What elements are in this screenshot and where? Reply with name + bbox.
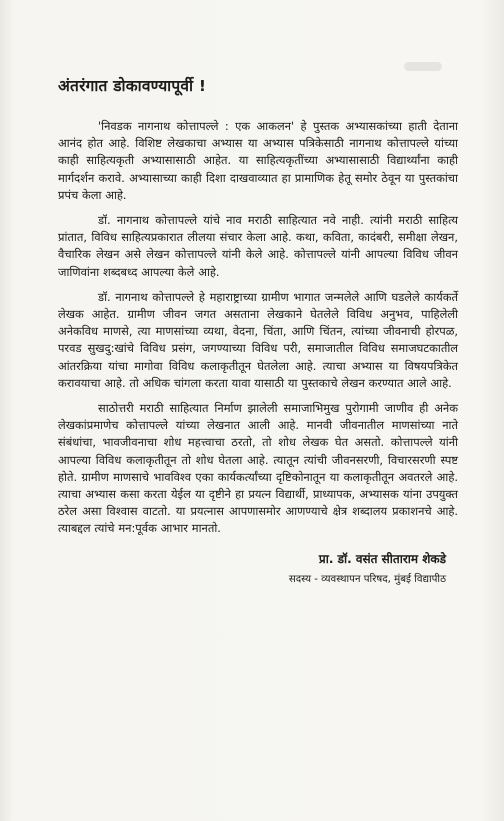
paragraph-2: डॉ. नागनाथ कोत्तापल्ले यांचे नाव मराठी साहित्यात नवे नाही. त्यांनी मराठी साहित्य प्रांतात, विविध साहित्यप्रकारात लीलया संचार केला आहे. कथा, कविता, कादंबरी, समीक्षा लेखन, वैचारिक लेखन असे लेखन कोत्तापल्ले यांनी केले आहे. कोत्तापल्ले यांनी आपल्या विविध जीवन जाणिवांना शब्दबध्द आपल्या केले आहे. — [58, 213, 458, 279]
paragraph-3: डॉ. नागनाथ कोत्तापल्ले हे महाराष्ट्राच्या ग्रामीण भागात जन्मलेले आणि घडलेले कार्यकर्ते लेखक आहेत. ग्रामीण जीवन जगत असताना लेखकाने घेतलेले विविध अनुभव, पाहिलेली अनेकविध माणसे, त्या माणसांच्या व्यथा, वेदना, चिंता, आणि चिंतन, त्यांच्या जीवनाची होरपळ, परवड सुखदु:खांचे विविध प्रसंग, जगण्याच्या विविध परी, समाजातील विविध समाजघटकातील आंतरक्रिया यांचा मागोवा विविध कलाकृतीतून घेतलेला आहे. त्याचा अभ्यास या विषयपत्रिकेत करावयाचा आहे. तो अधिक चांगला करता यावा यासाठी या पुस्तकाचे लेखन करण्यात आले आहे. — [58, 289, 458, 390]
signature-name: प्रा. डॉ. वसंत सीताराम शेकडे — [318, 551, 446, 566]
print-smudge — [404, 62, 442, 71]
paragraph-1: 'निवडक नागनाथ कोत्तापल्ले : एक आकलन' हे पुस्तक अभ्यासकांच्या हाती देताना आनंद होत आहे. विशिष्ट लेखकाचा अभ्यास या अभ्यास पत्रिकेसाठी नागनाथ कोत्तापल्ले यांच्या काही साहित्यकृती अभ्यासासाठी आहेत. या साहित्यकृतींच्या अभ्यासासाठी विद्यार्थ्यांना काही मार्गदर्शन करावे. अभ्यासाच्या काही दिशा दाखवाव्यात हा प्रामाणिक हेतू समोर ठेवून या पुस्तकांचा प्रपंच केला आहे. — [58, 119, 458, 202]
signature-block — [58, 550, 458, 585]
paragraph-4: साठोत्तरी मराठी साहित्यात निर्माण झालेली समाजाभिमुख पुरोगामी जाणीव ही अनेक लेखकांप्रमाणेच कोत्तापल्ले यांच्या लेखनात आली आहे. मानवी जीवनातील माणसांच्या नाते संबंधांचा, भावजीवनाचा शोध महत्त्वाचा ठरतो, तो शोध लेखक घेत असतो. कोत्तापल्ले यांनी आपल्या विविध कलाकृतीतून तो शोध घेतला आहे. त्यातून त्यांची जीवनसरणी, विचारसरणी स्पष्ट होते. ग्रामीण माणसाचे भावविश्व एका कार्यकर्त्यांच्या दृष्टिकोनातून या कलाकृतीतून अवतरले आहे. त्याचा अभ्यास कसा करता येईल या दृष्टीने हा प्रयत्न विद्यार्थी, प्राध्यापक, अभ्यासक यांना उपयुक्त ठरेल असा विश्वास वाटतो. या प्रयत्नास आपणासमोर आणण्याचे क्षेत्र शब्दालय प्रकाशनचे आहे. त्याबद्दल त्यांचे मन:पूर्वक आभार मानतो. — [58, 401, 458, 536]
signature-role: सदस्य - व्यवस्थापन परिषद, मुंबई विद्यापीठ — [288, 573, 446, 585]
page-title: अंतरंगात डोकावण्यापूर्वी ! — [58, 77, 207, 95]
